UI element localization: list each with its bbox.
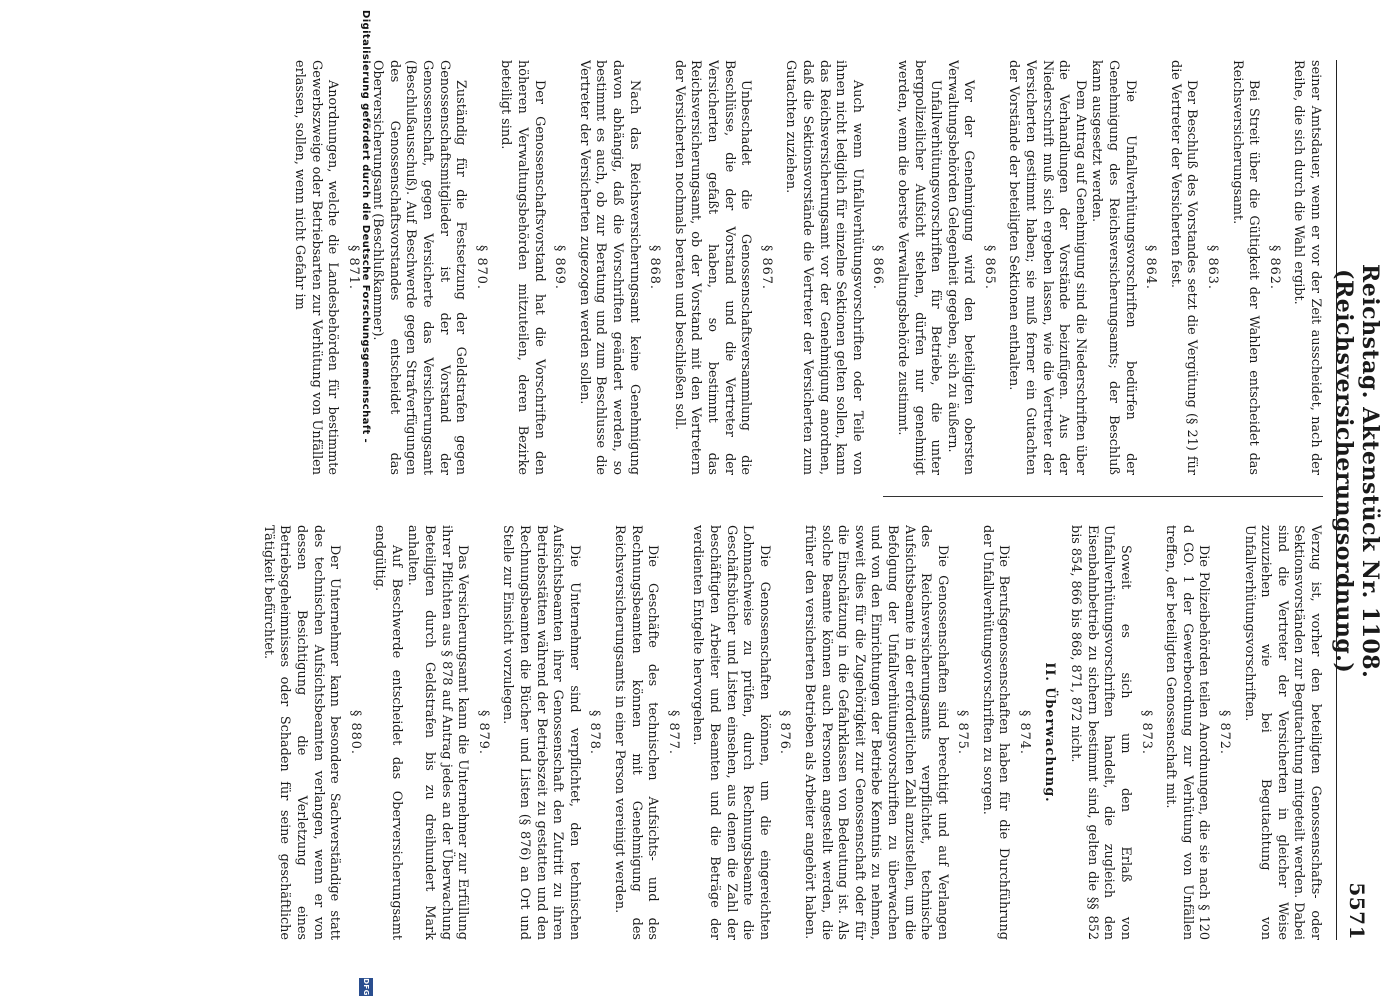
digitization-footer <box>355 0 377 1000</box>
page-title: Reichstag. Aktenstück Nr. 1108. (Reichsversicherungsordnung.) <box>1331 264 1383 679</box>
page-header <box>1331 60 1383 940</box>
paragraph: Verzug ist, vorher den beteiligten Genossenschafts- oder Sektionsvorständen zur Begutachtung mitgeteilt werden. Dabei sind die Vertreter der Versicherten in gleicher Weise zuzuziehen wie bei Begutachtung von Unfallverhütungsvorschriften. <box>1241 525 1323 940</box>
section-number: § 880. <box>347 710 363 755</box>
paragraph: Die Berufsgenossenschaften haben für die Durchführung der Unfallverhütungsvorschriften zu sorgen. <box>979 525 1012 940</box>
paragraph: Die Unfallverhütungsvorschriften bedürfen der Genehmigung des Reichsversicherungsamts; der Beschluß kann ausgesetzt werden. <box>1089 60 1138 475</box>
paragraph: Unfallverhütungsvorschriften für Betriebe, die unter bergpolizeilicher Aufsicht stehen, dürfen nur genehmigt werden, wenn die oberste Verwaltungsbehörde zustimmt. <box>894 60 944 475</box>
paragraph: Die Polizeibehörden teilen Anordnungen, die sie nach § 120 d GO. 1 der Gewerbeordnung zur Verhütung von Unfällen treffen, der beteiligten Genossenschaft mit. <box>1163 525 1212 940</box>
paragraph: Die Unternehmer sind verpflichtet, den technischen Aufsichtsbeamten ihrer Genossenschaft den Zutritt zu ihren Betriebsstätten während der Betriebszeit zu gestatten und den Rechnungsbeamten die Bücher und Listen (§ 876) an Ort und Stelle zur Einsicht vorzulegen. <box>500 525 582 940</box>
section-number: § 875. <box>955 710 971 755</box>
dfg-logo-icon: DFG <box>359 978 373 996</box>
paragraph: Vor der Genehmigung wird den beteiligten obersten Verwaltungsbehörden Gelegenheit gegeben, sich zu äußern. <box>944 60 977 475</box>
footer-text: Digitalisierung gefördert durch die Deutsche Forschungsgemeinschaft - <box>360 10 371 444</box>
paragraph: Auf Beschwerde entscheidet das Oberversicherungsamt endgültig. <box>372 525 404 940</box>
paragraph: Der Unternehmer kann besondere Sachverständige statt des technischen Aufsichtsbeamten verlangen, wenn er von dessen Besichtigung die Verletzung eines Betriebsgeheimnisses oder Schaden für seine geschäftliche Tätigkeit befürchtet. <box>260 525 343 940</box>
section-number: § 867. <box>758 245 774 290</box>
section-number: § 877. <box>665 710 681 755</box>
section-number: § 868. <box>647 245 663 290</box>
paragraph: Anordnungen, welche die Landesbehörden für bestimmte Gewerbszweige oder Betriebsarten zur Verhütung von Unfällen erlassen, sollen, wenn nicht Gefahr im <box>291 60 341 475</box>
paragraph: Bei Streit über die Gültigkeit der Wahlen entscheidet das Reichsversicherungsamt. <box>1229 60 1262 475</box>
right-column <box>113 525 1323 940</box>
section-number: § 873. <box>1138 710 1154 755</box>
section-number: § 874. <box>1017 710 1033 755</box>
section-number: § 863. <box>1205 245 1221 290</box>
section-number: § 865. <box>981 245 997 290</box>
paragraph: Der Beschluß des Vorstandes setzt die Vergütung (§ 21) für die Vertreter der Versicherten fest. <box>1167 60 1200 475</box>
paragraph: Die Geschäfte des technischen Aufsichts- und des Rechnungsbeamten können mit Genehmigung des Reichsversicherungsamts in einer Person vereinigt werden. <box>612 525 661 940</box>
paragraph: Dem Antrag auf Genehmigung sind die Niederschriften über die Verhandlungen der Vorstände beizufügen. Aus der Niederschrift muß sich ergeben lassen, wie die Vertreter der Versicherten gestimmt haben; sie muß ferner ein Gutachten der Vorstände der beteiligten Sektionen enthalten. <box>1006 60 1088 475</box>
section-number: § 878. <box>587 710 603 755</box>
paragraph: Nach das Reichsversicherungsamt keine Genehmigung davon abhängig, daß die Vorschriften geändert werden, so bestimmt es auch, ob zur Beratung und zum Beschlusse die Vertreter der Versicherten zugezogen werden sollen. <box>576 60 642 475</box>
section-number: § 871. <box>345 245 361 290</box>
paragraph: Unbeschadet die Genossenschaftsversammlung die Beschlüsse, die der Vorstand und die Vertreter der Versicherten gefaßt haben, so bestimmt das Reichsversicherungsamt, ob der Vorstand mit den Vertretern der Versicherten nochmals beraten und beschließen soll. <box>671 60 754 475</box>
paragraph: Die Genossenschaften sind berechtigt und auf Verlangen des Reichsversicherungsamts verpflichtet, technische Aufsichtsbeamte in der erforderlichen Zahl anzustellen, um die Befolgung der Unfallverhütungsvorschriften zu überwachen und von den Einrichtungen der Betriebe Kenntnis zu nehmen, soweit dies für die Zugehörigkeit zur Genossenschaft oder für die Einschätzung in die Gefahrklassen von Bedeutung ist. Als solche Beamte können auch Personen angestellt werden, die früher den versicherten Betrieben als Arbeiter angehört haben. <box>801 525 950 940</box>
section-number: § 870. <box>473 245 489 290</box>
section-number: § 876. <box>777 710 793 755</box>
paragraph: Die Genossenschaften können, um die eingereichten Lohnnachweise zu prüfen, durch Rechnungsbeamte die Geschäftsbücher und Listen einsehen, aus denen die Zahl der beschäftigten Arbeiter und Beamten und die Beträge der verdienten Entgelte hervorgehen. <box>690 525 772 940</box>
section-number: § 866. <box>870 245 886 290</box>
paragraph: seiner Amtsdauer, wenn er vor der Zeit ausscheidet, nach der Reihe, die sich durch die Wahl ergibt. <box>1291 60 1323 475</box>
paragraph: Auch wenn Unfallverhütungsvorschriften oder Teile von ihnen nicht lediglich für einzelne Sektionen gelten sollen, kann das Reichsversicherungsamt vor der Genehmigung anordnen, daß die Sektionsvorstände die Vertreter der Versicherten zum Gutachten zuziehen. <box>783 60 865 475</box>
left-column <box>113 60 1323 475</box>
paragraph: Zuständig für die Festsetzung der Geldstrafen gegen Genossenschaftsmitglieder ist der Vorstand der Genossenschaft, gegen Versicherte das Versicherungsamt (Beschlußausschuß). Auf Beschwerde gegen Strafverfügungen des Genossenschaftsvorstandes entscheidet das Oberversicherungsamt (Beschlußkammer). <box>370 60 469 475</box>
column-divider <box>883 496 1323 497</box>
section-heading: II. Überwachung. <box>1041 662 1057 803</box>
section-number: § 862. <box>1266 245 1282 290</box>
section-number: § 864. <box>1143 245 1159 290</box>
paragraph: Soweit es sich um den Erlaß von Unfallverhütungsvorschriften handelt, die zugleich den Eisenbahnbetrieb zu sichern bestimmt sind, gelten die §§ 852 bis 854, 866 bis 868, 871, 872 nicht. <box>1068 525 1134 940</box>
section-number: § 869. <box>552 245 568 290</box>
paragraph: Der Genossenschaftsvorstand hat die Vorschriften den höheren Verwaltungsbehörden mitzuteilen, deren Bezirke beteiligt sind. <box>498 60 547 475</box>
section-number: § 872. <box>1217 710 1233 755</box>
section-number: § 879. <box>475 710 491 755</box>
paragraph: Das Versicherungsamt kann die Unternehmer zur Erfüllung ihrer Pflichten aus § 878 auf Antrag jedes an der Überwachung Beteiligten durch Geldstrafen bis zu dreihundert Mark anhalten. <box>405 525 471 940</box>
page-number: 5571 <box>1345 882 1369 940</box>
